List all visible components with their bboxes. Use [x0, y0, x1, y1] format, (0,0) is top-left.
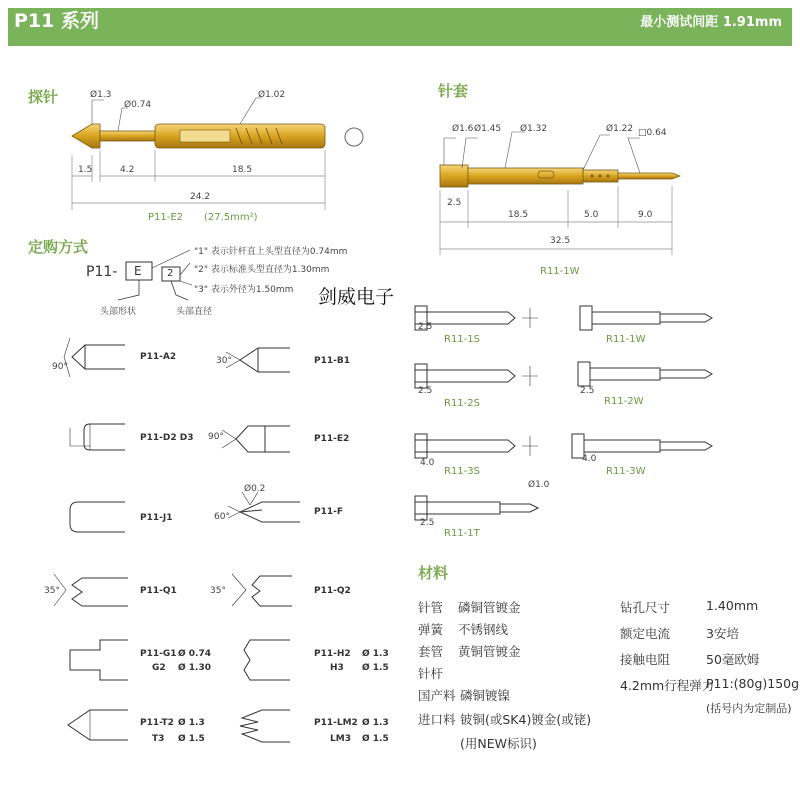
order-prefix: P11-	[86, 264, 118, 280]
socket-len-3: 5.0	[584, 210, 599, 220]
order-note-1: "1" 表示针杆直上头型直径为0.74mm	[194, 247, 348, 257]
tip-a2-code: P11-A2	[140, 352, 177, 362]
tip-f-extra: Ø0.2	[244, 484, 266, 494]
socket-model: R11-1W	[540, 266, 580, 277]
tip-j1-code: P11-J1	[140, 513, 173, 523]
tip-g1-dia: Ø 0.74	[178, 649, 211, 659]
mat-left-val-5: 铍铜(或SK4)镀金(或铑)	[460, 712, 592, 727]
mat-left-key-0: 针管	[418, 600, 444, 615]
mat-left-key-4: 国产料	[418, 688, 456, 703]
socket-len-4: 9.0	[638, 210, 653, 220]
probe-model: P11-E2	[148, 212, 184, 223]
probe-dim-d3: Ø1.02	[258, 90, 286, 100]
mat-right-val-3: P11:(80g)150g	[706, 676, 800, 691]
tip-h3-code: H3	[330, 663, 344, 673]
tip-g2-dia: Ø 1.30	[178, 663, 211, 673]
tip-lm3-code: LM3	[330, 734, 351, 744]
mat-left-val-1: 不锈钢线	[458, 622, 509, 637]
tip-t2-code: P11-T2	[140, 718, 174, 728]
probe-drawing	[72, 98, 363, 210]
order-box-2-value: 2	[167, 268, 174, 279]
tip-t3-dia: Ø 1.5	[178, 734, 205, 744]
order-box-1-value: E	[134, 264, 142, 278]
tip-lm3-dia: Ø 1.5	[362, 734, 389, 744]
tip-f-code: P11-F	[314, 507, 344, 517]
r11-3w-dim: 4.0	[582, 454, 597, 464]
tip-q1-angle: 35°	[44, 586, 60, 596]
r11-1t-extra: Ø1.0	[528, 480, 550, 490]
probe-len-3: 18.5	[232, 165, 253, 175]
mat-right-key-2: 接触电阻	[620, 652, 671, 667]
tip-lm2-dia: Ø 1.3	[362, 718, 389, 728]
tip-h2-dia: Ø 1.3	[362, 649, 389, 659]
min-spacing-label: 最小测试间距 1.91mm	[640, 15, 782, 30]
order-note-3: "3" 表示外径为1.50mm	[194, 285, 294, 295]
mat-right-val-0: 1.40mm	[706, 598, 759, 613]
r11-1t-dim: 2.5	[420, 518, 435, 528]
tip-q1-code: P11-Q1	[140, 586, 177, 596]
r11-3s-code: R11-3S	[444, 466, 480, 477]
tip-g2-code: G2	[152, 663, 166, 673]
mat-right-val-2: 50毫欧姆	[706, 652, 760, 667]
order-label-diameter: 头部直径	[176, 307, 213, 317]
mat-right-key-1: 额定电流	[620, 626, 671, 641]
probe-dim-d1: Ø1.3	[90, 90, 112, 100]
tip-d2-code: P11-D2 D3	[140, 433, 194, 443]
probe-dim-d2: Ø0.74	[124, 100, 152, 110]
r11-3s-dim: 4.0	[420, 458, 435, 468]
mat-left-val-4: 磷铜镀镍	[460, 688, 511, 703]
r11-1s-code: R11-1S	[444, 334, 480, 345]
mat-left-val-6: (用NEW标识)	[460, 736, 537, 751]
socket-len-2: 18.5	[508, 210, 529, 220]
mat-left-val-2: 黄铜管镀金	[458, 644, 521, 659]
tip-a2-angle: 90°	[52, 362, 68, 372]
r11-3w-code: R11-3W	[606, 466, 646, 477]
order-label-shape: 头部形状	[100, 307, 137, 317]
socket-len-1: 2.5	[447, 198, 462, 208]
probe-len-1: 1.5	[78, 165, 93, 175]
mat-left-key-1: 弹簧	[418, 622, 444, 637]
tip-g1-code: P11-G1	[140, 649, 177, 659]
socket-dim-4: Ø1.22	[606, 124, 634, 134]
order-note-2: "2" 表示标准头型直径为1.30mm	[194, 265, 330, 275]
tip-e2-angle: 90°	[208, 432, 224, 442]
tip-e2-code: P11-E2	[314, 434, 350, 444]
r11-1s-dim: 2.5	[418, 322, 433, 332]
probe-length: (27.5mm²)	[204, 212, 258, 223]
socket-dim-2: Ø1.45	[474, 124, 502, 134]
r11-2w-code: R11-2W	[604, 396, 644, 407]
tip-q2-code: P11-Q2	[314, 586, 351, 596]
page-title: P11 系列	[14, 10, 99, 32]
brand-name: 剑威电子	[318, 286, 395, 308]
mat-left-key-5: 进口料	[418, 712, 456, 727]
tip-f-angle: 60°	[214, 512, 230, 522]
materials-section-title: 材料	[418, 564, 449, 582]
mat-right-key-3: 4.2mm行程弹力	[620, 678, 715, 693]
r11-1w-code: R11-1W	[606, 334, 646, 345]
probe-len-total: 24.2	[190, 192, 211, 202]
mat-right-val-4: (括号内为定制品)	[706, 702, 792, 715]
r11-2s-code: R11-2S	[444, 398, 480, 409]
mat-left-key-2: 套管	[418, 644, 444, 659]
tip-b1-angle: 30°	[216, 356, 232, 366]
mat-right-val-1: 3安培	[706, 626, 739, 641]
tip-t3-code: T3	[152, 734, 165, 744]
tip-b1-code: P11-B1	[314, 356, 350, 366]
tip-t2-dia: Ø 1.3	[178, 718, 205, 728]
tip-shapes	[54, 338, 300, 742]
r11-1t-code: R11-1T	[444, 528, 480, 539]
probe-section-title: 探针	[28, 88, 59, 106]
socket-section-title: 针套	[438, 82, 469, 100]
order-section-title: 定购方式	[28, 238, 89, 256]
socket-dim-3: Ø1.32	[520, 124, 548, 134]
mat-right-key-0: 钻孔尺寸	[620, 600, 671, 615]
probe-len-2: 4.2	[120, 165, 135, 175]
socket-dim-5: □0.64	[638, 128, 667, 138]
tip-q2-angle: 35°	[210, 586, 226, 596]
tip-lm2-code: P11-LM2	[314, 718, 358, 728]
socket-dim-1: Ø1.6	[452, 124, 474, 134]
r11-2w-dim: 2.5	[580, 386, 595, 396]
mat-left-val-0: 磷铜管镀金	[458, 600, 521, 615]
tip-h2-code: P11-H2	[314, 649, 351, 659]
r11-2s-dim: 2.5	[418, 386, 433, 396]
socket-len-total: 32.5	[550, 236, 571, 246]
mat-left-key-3: 针杆	[418, 666, 444, 681]
tip-h3-dia: Ø 1.5	[362, 663, 389, 673]
